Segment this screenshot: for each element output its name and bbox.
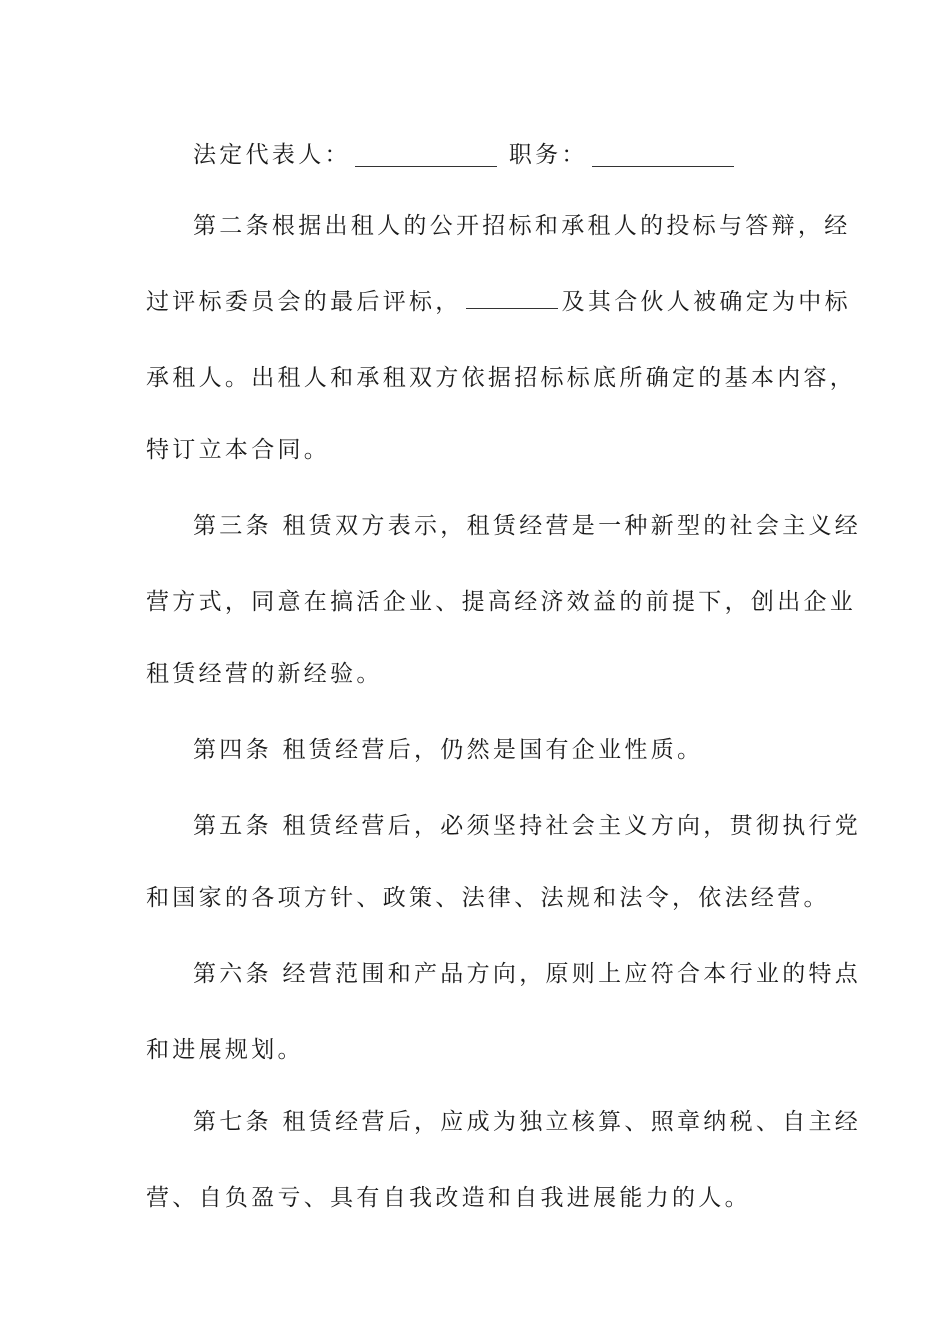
article-2-line-2-before: 过评标委员会的最后评标， — [146, 289, 462, 315]
article-2-line-4: 特订立本合同。 — [146, 437, 331, 463]
legal-representative-field[interactable] — [355, 142, 497, 167]
position-label: 职务： — [508, 141, 588, 168]
article-2-line-2-after: 及其合伙人被确定为中标 — [561, 289, 851, 315]
article-3-line-2: 营方式，同意在搞活企业、提高经济效益的前提下，创出企业 — [146, 589, 857, 615]
article-7-line-2: 营、自负盈亏、具有自我改造和自我进展能力的人。 — [146, 1185, 751, 1211]
article-2-line-3: 承租人。出租人和承租双方依据招标标底所确定的基本内容， — [146, 365, 857, 391]
article-6-line-2: 和进展规划。 — [146, 1037, 304, 1063]
signature-row — [193, 136, 806, 172]
article-4-line-1: 第四条 租赁经营后，仍然是国有企业性质。 — [193, 737, 704, 763]
article-2-line-1: 第二条根据出租人的公开招标和承租人的投标与答辩，经 — [193, 213, 851, 239]
article-5-line-2: 和国家的各项方针、政策、法律、法规和法令，依法经营。 — [146, 885, 830, 911]
article-6-line-1: 第六条 经营范围和产品方向，原则上应符合本行业的特点 — [193, 961, 862, 987]
legal-representative-label: 法定代表人： — [193, 141, 351, 168]
winning-bidder-blank[interactable] — [466, 286, 558, 309]
position-field[interactable] — [592, 142, 734, 167]
article-7-line-1: 第七条 租赁经营后，应成为独立核算、照章纳税、自主经 — [193, 1109, 862, 1135]
article-5-line-1: 第五条 租赁经营后，必须坚持社会主义方向，贯彻执行党 — [193, 813, 862, 839]
article-2-line-2 — [146, 286, 851, 318]
article-3-line-1: 第三条 租赁双方表示，租赁经营是一种新型的社会主义经 — [193, 513, 862, 539]
article-3-line-3: 租赁经营的新经验。 — [146, 661, 383, 687]
